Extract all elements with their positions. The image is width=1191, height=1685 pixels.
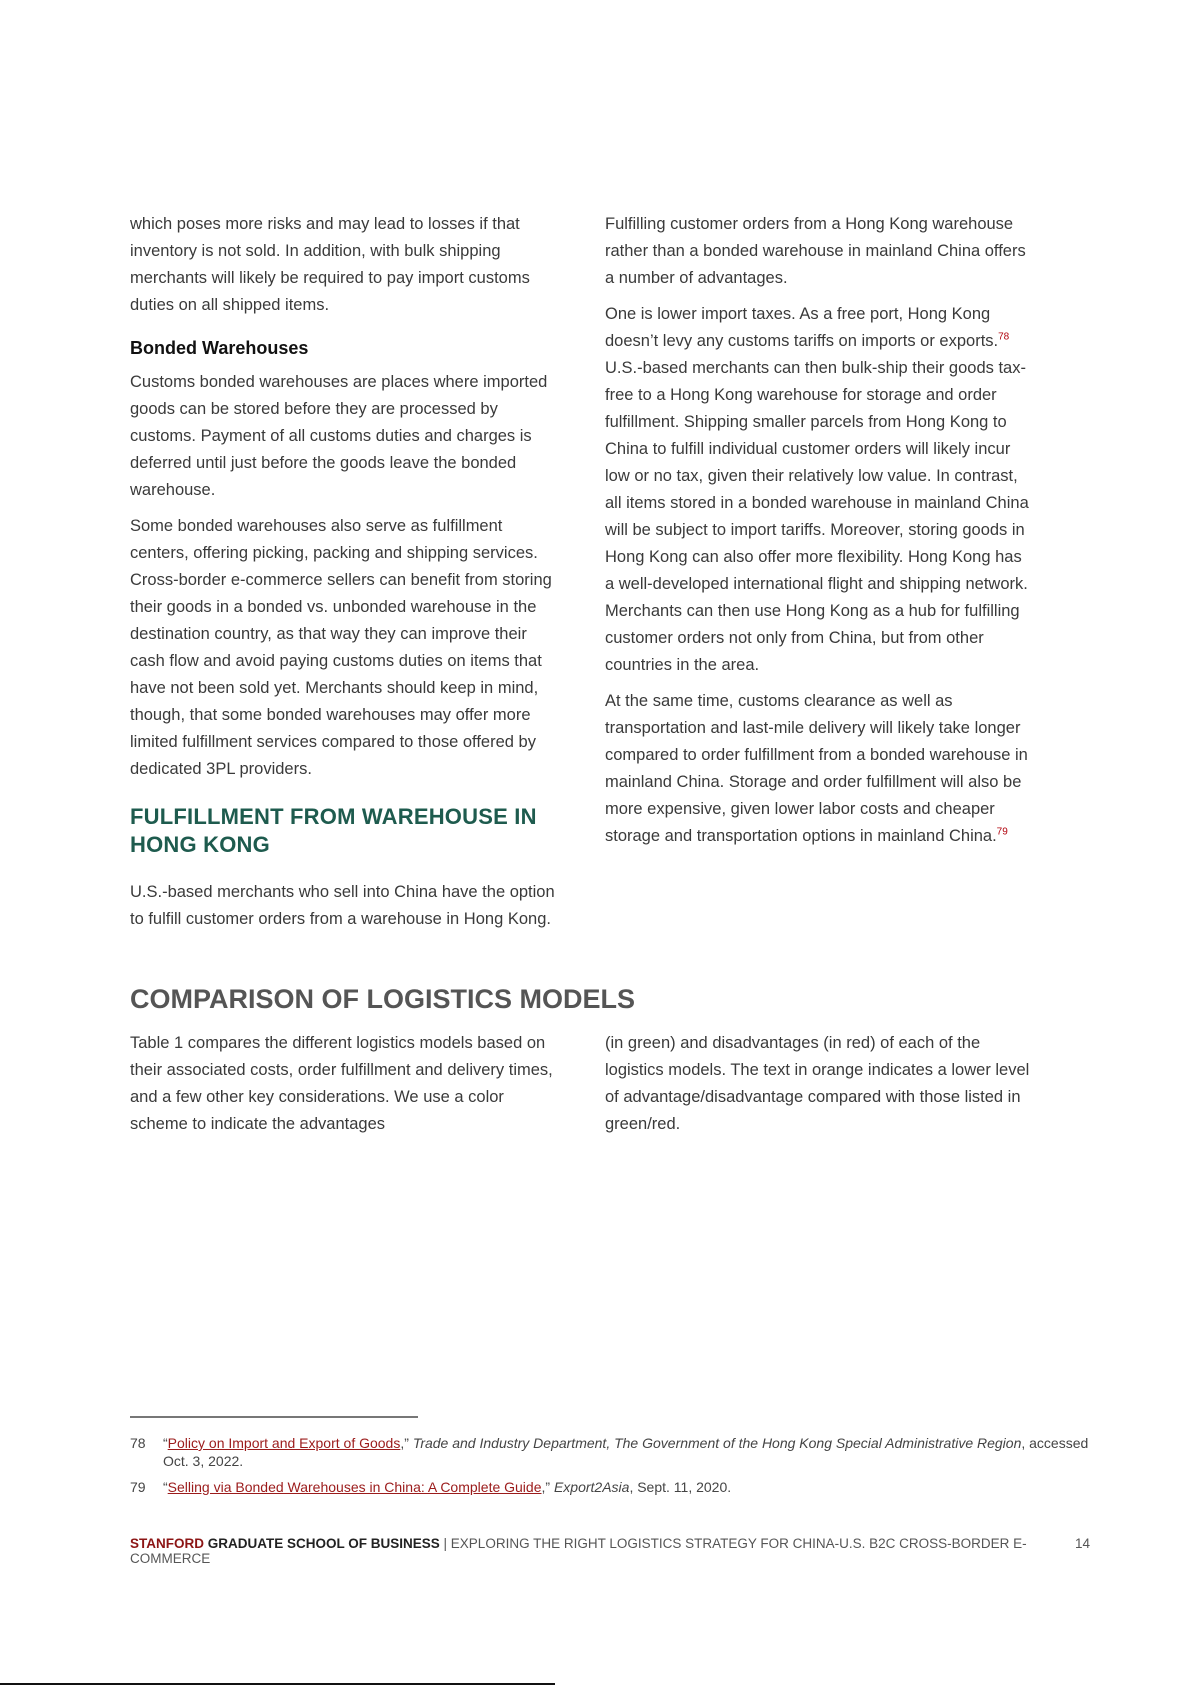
quote: ,” (541, 1479, 554, 1495)
page-number: 14 (1074, 1536, 1090, 1551)
footer-title: EXPLORING THE RIGHT LOGISTICS STRATEGY FOR CHINA-U.S. B2C CROSS-BORDER E-COMMERCE (130, 1536, 1027, 1566)
footnote-number: 79 (130, 1479, 146, 1495)
paragraph (605, 301, 1035, 679)
text: U.S.-based merchants can then bulk-ship their goods tax-free to a Hong Kong warehouse for storage and order fulfillment. Shipping smaller parcels from Hong Kong to China to fulfill individual customer orders will likely incur low or no tax, given their relatively low value. In contrast, all items stored in a bonded warehouse in mainland China will be subject to import tariffs. Moreover, storing goods in Hong Kong can also offer more flexibility. Hong Kong has a well-developed international flight and shipping network. Merchants can then use Hong Kong as a hub for fulfilling customer orders not only from China, but from other countries in the area. (605, 359, 1029, 674)
footnote-link[interactable]: Selling via Bonded Warehouses in China: A Complete Guide (167, 1479, 542, 1495)
footnote-rest: , accessed Oct. 3, 2022. (163, 1435, 1089, 1469)
quote: ,” (400, 1435, 413, 1451)
page-content (130, 211, 1035, 1147)
section-right-text (605, 1030, 1035, 1147)
two-column-body (130, 211, 1035, 942)
subheading-bonded-warehouses: Bonded Warehouses (130, 338, 309, 358)
paragraph: (in green) and disadvantages (in red) of each of the logistics models. The text in orange indicates a lower level of advantage/disadvantage compared with those listed in green/red. (605, 1034, 1030, 1133)
footnote-number: 78 (130, 1435, 146, 1451)
paragraph (605, 688, 1035, 850)
footnote-rest: , Sept. 11, 2020. (629, 1479, 732, 1495)
paragraph: Some bonded warehouses also serve as fulfillment centers, offering picking, packing and shipping services. Cross-border e-commerce sellers can benefit from storing their goods in a bonded vs. unbonded warehouse in the destination country, as that way they can improve their cash flow and avoid paying customs duties on items that have not been sold yet. Merchants should keep in mind, though, that some bonded warehouses may offer more limited fulfillment services compared to those offered by dedicated 3PL providers. (130, 517, 552, 778)
paragraph: U.S.-based merchants who sell into China have the option to fulfill customer orders from a warehouse in Hong Kong. (130, 883, 555, 928)
quote: “ (163, 1479, 168, 1495)
footnote-ref-79[interactable]: 79 (996, 826, 1008, 838)
paragraph: which poses more risks and may lead to losses if that inventory is not sold. In addition, with bulk shipping merchants will likely be required to pay import customs duties on all shipped items. (130, 215, 530, 314)
footnote-ref-78[interactable]: 78 (998, 331, 1010, 343)
paragraph: Fulfilling customer orders from a Hong Kong warehouse rather than a bonded warehouse in mainland China offers a number of advantages. (605, 215, 1026, 287)
left-column (130, 211, 560, 942)
quote: “ (163, 1435, 168, 1451)
section-body (130, 1030, 1035, 1147)
paragraph: Table 1 compares the different logistics models based on their associated costs, order fulfillment and delivery times, and a few other key considerations. We use a color scheme to indicate the advantages (130, 1034, 553, 1133)
text: At the same time, customs clearance as well as transportation and last-mile delivery will likely take longer compared to order fulfillment from a bonded warehouse in mainland China. Storage and order fulfillment will also be more expensive, given lower labor costs and cheaper storage and transportation options in mainland China. (605, 692, 1028, 845)
section-left-text (130, 1030, 560, 1147)
section-heading-hong-kong: FULFILLMENT FROM WAREHOUSE IN HONG KONG (130, 804, 537, 857)
footnote-divider (130, 1416, 418, 1418)
right-column (605, 211, 1035, 859)
footer-stanford: STANFORD (130, 1536, 204, 1551)
text: One is lower import taxes. As a free port, Hong Kong doesn’t levy any customs tariffs on imports or exports. (605, 305, 999, 350)
footnotes-and-footer (130, 1416, 1090, 1566)
paragraph: Customs bonded warehouses are places where imported goods can be stored before they are processed by customs. Payment of all customs duties and charges is deferred until just before the goods leave the bonded warehouse. (130, 373, 548, 499)
section-title: COMPARISON OF LOGISTICS MODELS (130, 984, 636, 1014)
footnote-source: Export2Asia (553, 1479, 630, 1495)
footnote-78 (130, 1434, 1090, 1470)
footnote-source: Trade and Industry Department, The Government of the Hong Kong Special Administrative Region (412, 1435, 1022, 1451)
page-footer (130, 1536, 1075, 1566)
footnote-link[interactable]: Policy on Import and Export of Goods (167, 1435, 401, 1451)
footnote-79 (130, 1478, 1090, 1496)
footer-separator: | (439, 1536, 451, 1551)
footer-school: GRADUATE SCHOOL OF BUSINESS (204, 1536, 440, 1551)
page-footer-row (130, 1536, 1090, 1566)
